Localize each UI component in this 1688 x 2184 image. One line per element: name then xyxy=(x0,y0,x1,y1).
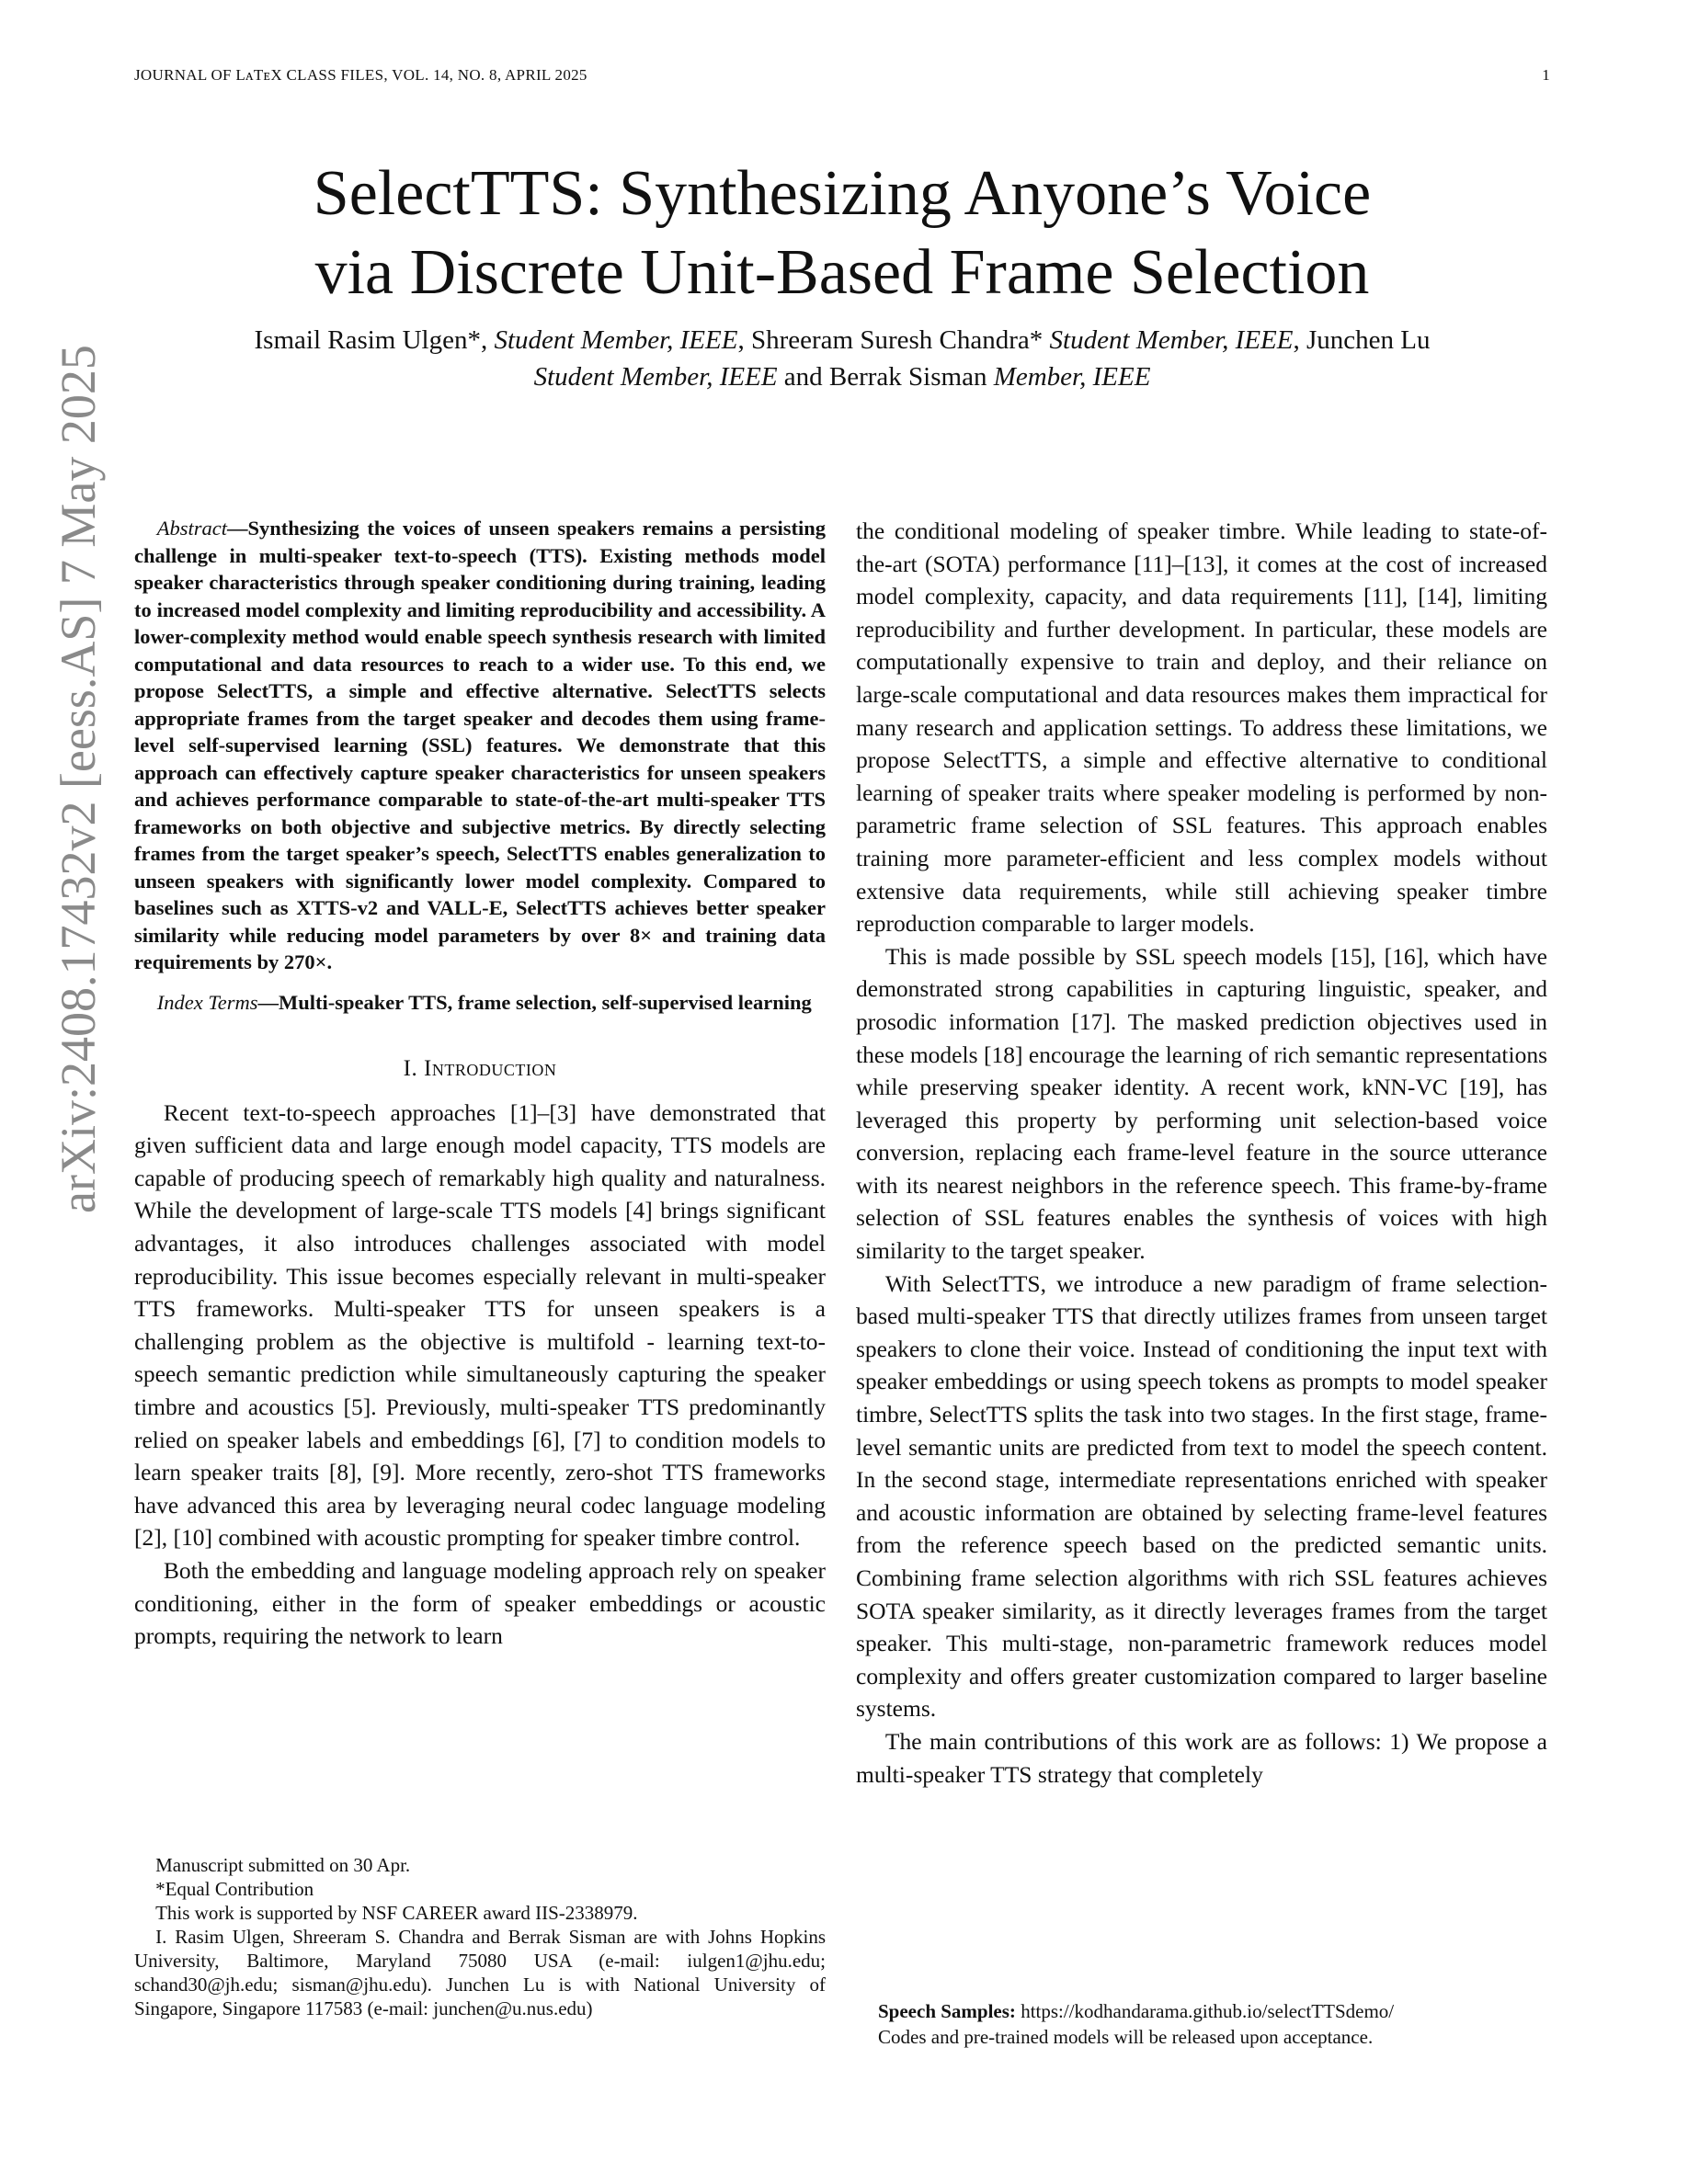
intro-paragraph-1: Recent text-to-speech approaches [1]–[3] have demonstrated that given sufficient data and large enough model capacity, TTS models are capable of producing speech of remarkably high quality and naturalness. While the development of large-scale TTS models [4] brings significant advantages, it also introduces challenges associated with model reproducibility. This issue becomes especially relevant in multi-speaker TTS frameworks. Multi-speaker TTS for unseen speakers is a challenging problem as the objective is multifold - learning text-to-speech semantic prediction while simultaneously capturing the speaker timbre and acoustics [5]. Previously, multi-speaker TTS predominantly relied on speaker labels and embeddings [6], [7] to condition models to learn speaker traits [8], [9]. More recently, zero-shot TTS frameworks have advanced this area by leveraging neural codec language modeling [2], [10] combined with acoustic prompting for speaker timbre control. xyxy=(134,1098,826,1552)
page-number: 1 xyxy=(1542,66,1550,84)
speech-samples-line xyxy=(878,1998,1577,2024)
author-2-role: Student Member, IEEE xyxy=(1049,325,1294,355)
author-2: , Shreeram Suresh Chandra* xyxy=(737,325,1050,355)
section-heading xyxy=(134,1052,826,1086)
author-list xyxy=(134,322,1550,395)
speech-samples-url[interactable]: https://kodhandarama.github.io/selectTTSdemo/ xyxy=(1015,2000,1395,2022)
author-3-role: Student Member, IEEE xyxy=(533,362,778,392)
right-paragraph-4: The main contributions of this work are as follows: 1) We propose a multi-speaker TTS strategy that completely xyxy=(856,1727,1547,1788)
release-note: Codes and pre-trained models will be released upon acceptance. xyxy=(878,2026,1374,2048)
footnote-funding: This work is supported by NSF CAREER award IIS-2338979. xyxy=(155,1902,638,1924)
right-column xyxy=(856,515,1547,1791)
index-terms-text: —Multi-speaker TTS, frame selection, self-supervised learning xyxy=(257,990,812,1014)
section-number: I. xyxy=(403,1056,424,1081)
index-terms xyxy=(134,989,826,1017)
running-header xyxy=(134,66,1550,94)
left-column xyxy=(134,515,826,1653)
index-terms-label: Index Terms xyxy=(156,990,258,1014)
footnote-manuscript: Manuscript submitted on 30 Apr. xyxy=(155,1854,411,1876)
footnotes xyxy=(134,1853,826,2020)
right-paragraph-3: With SelectTTS, we introduce a new paradigm of frame selection-based multi-speaker TTS that directly utilizes frames from unseen target speakers to clone their voice. Instead of conditioning the input text with speaker embeddings or using speech tokens as prompts to model speaker timbre, SelectTTS splits the task into two stages. In the first stage, frame-level semantic units are predicted from text to model the speech content. In the second stage, intermediate representations enriched with speaker and acoustic information are obtained by selecting frame-level features from the reference speech based on the predicted semantic units. Combining frame selection algorithms with rich SSL features achieves SOTA speaker similarity, as it directly leverages frames from the target speaker. This multi-stage, non-parametric framework reduces model complexity and offers greater customization compared to larger baseline systems. xyxy=(856,1269,1547,1723)
author-3: , Junchen Lu xyxy=(1293,325,1431,355)
footnote-equal-contribution: *Equal Contribution xyxy=(155,1878,314,1900)
abstract xyxy=(134,515,826,976)
journal-name: JOURNAL OF LᴀTᴇX CLASS FILES, VOL. 14, NO. 8, APRIL 2025 xyxy=(134,66,587,84)
abstract-text: —Synthesizing the voices of unseen speakers remains a persisting challenge in multi-speaker text-to-speech (TTS). Existing methods model speaker characteristics through speaker conditioning during training, leading to increased model complexity and limiting reproducibility and accessibility. A lower-complexity method would enable speech synthesis research with limited computational and data resources to reach to a wider use. To this end, we propose SelectTTS, a simple and effective alternative. SelectTTS selects appropriate frames from the target speaker and decodes them using frame-level self-supervised learning (SSL) features. We demonstrate that this approach can effectively capture speaker characteristics for unseen speakers and achieves performance comparable to state-of-the-art multi-speaker TTS frameworks on both objective and subjective metrics. By directly selecting frames from the target speaker’s speech, SelectTTS enables generalization to unseen speakers with significantly lower model complexity. Compared to baselines such as XTTS-v2 and VALL-E, SelectTTS achieves better speaker similarity while reducing model parameters by over 8× and training data requirements by 270×. xyxy=(134,517,826,973)
right-paragraph-1: the conditional modeling of speaker timbre. While leading to state-of-the-art (SOTA) performance [11]–[13], it comes at the cost of increased model complexity, capacity, and data requirements [11], [14], limiting reproducibility and further development. In particular, these models are computationally expensive to train and deploy, and their reliance on large-scale computational and data resources makes them impractical for many research and application settings. To address these limitations, we propose SelectTTS, a simple and effective alternative to conditional learning of speaker traits where speaker modeling is performed by non-parametric frame selection of SSL features. This approach enables training more parameter-efficient and less complex models without extensive data requirements, while still achieving speaker timbre reproduction comparable to larger models. xyxy=(856,518,1547,938)
paper-title xyxy=(134,154,1550,313)
arxiv-identifier: arXiv:2408.17432v2 [eess.AS] 7 May 2025 xyxy=(51,345,106,1213)
author-line-1 xyxy=(134,322,1550,358)
speech-samples-label: Speech Samples: xyxy=(878,2000,1016,2022)
author-4-role: Member, IEEE xyxy=(993,362,1151,392)
footnote-affiliations: I. Rasim Ulgen, Shreeram S. Chandra and Berrak Sisman are with Johns Hopkins University, Baltimore, Maryland 75080 USA (e-mail: iulgen1@jhu.edu; schand30@jh.edu; sisman@jhu.edu). Junchen Lu is with National University of Singapore, Singapore 117583 (e-mail: junchen@u.nus.edu) xyxy=(134,1926,826,2019)
title-line-2: via Discrete Unit-Based Frame Selection xyxy=(314,237,1370,308)
abstract-label: Abstract xyxy=(156,517,227,540)
right-paragraph-2: This is made possible by SSL speech models [15], [16], which have demonstrated strong capabilities in capturing linguistic, speaker, and prosodic information [17]. The masked prediction objectives used in these models [18] encourage the learning of rich semantic representations while preserving speaker identity. A recent work, kNN-VC [19], has leveraged this property by performing unit selection-based voice conversion, replacing each frame-level feature in the source utterance with its nearest neighbors in the reference speech. This frame-by-frame selection of SSL features enables the synthesis of voices with high similarity to the target speaker. xyxy=(856,942,1547,1265)
author-4: and Berrak Sisman xyxy=(777,362,994,392)
author-line-2 xyxy=(134,358,1550,395)
author-1-role: Student Member, IEEE xyxy=(494,325,738,355)
speech-samples-note xyxy=(878,1998,1577,2050)
author-1: Ismail Rasim Ulgen*, xyxy=(254,325,495,355)
intro-paragraph-2: Both the embedding and language modeling approach rely on speaker conditioning, either in the form of speaker embeddings or acoustic prompts, requiring the network to learn xyxy=(134,1556,826,1650)
section-title: Introduction xyxy=(424,1056,557,1081)
title-line-1: SelectTTS: Synthesizing Anyone’s Voice xyxy=(313,158,1372,229)
